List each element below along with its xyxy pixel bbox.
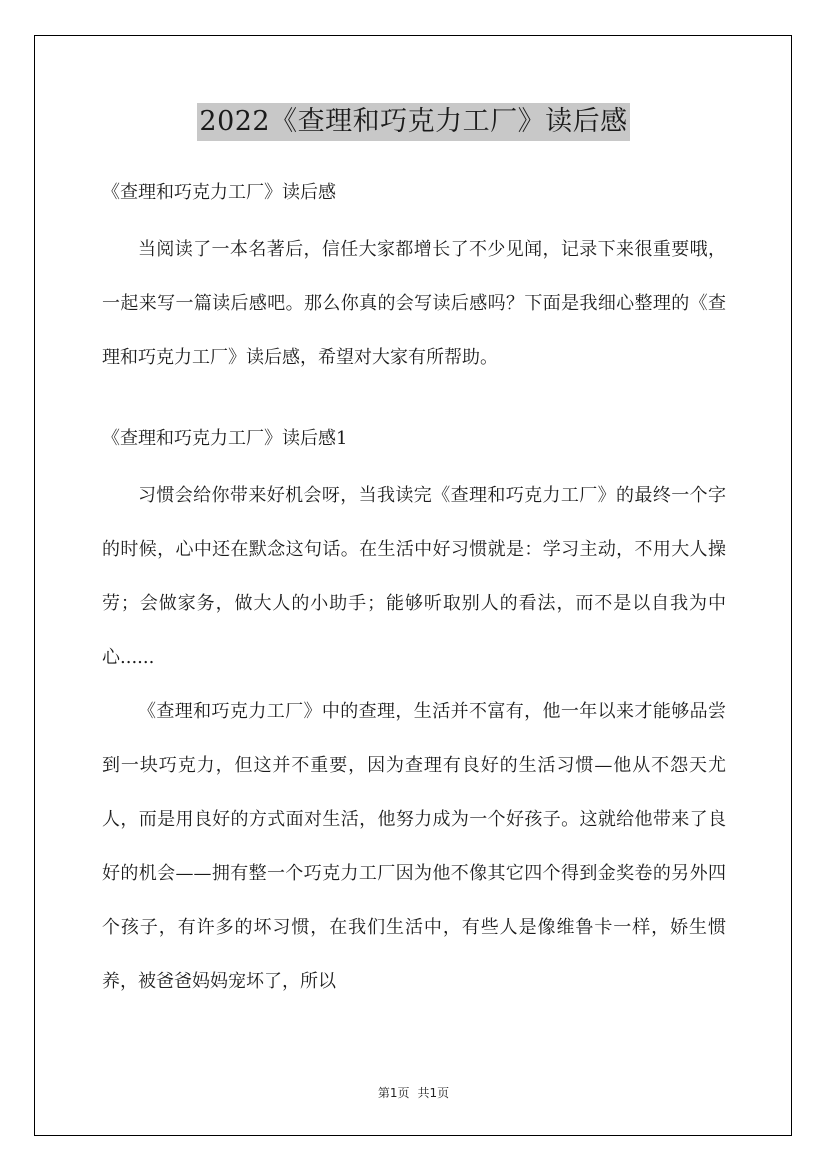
- page-footer: [0, 1084, 827, 1101]
- title-container: [0, 103, 827, 141]
- page-number-total: 共1页: [417, 1086, 450, 1100]
- page-number-current: 第1页: [377, 1086, 410, 1100]
- body-paragraph-1: 习惯会给你带来好机会呀，当我读完《查理和巧克力工厂》的最终一个字的时候，心中还在默念这句话。在生活中好习惯就是：学习主动，不用大人操劳；会做家务，做大人的小助手；能够听取别人的看法，而不是以自我为中心......: [102, 485, 726, 668]
- section-heading: 《查理和巧克力工厂》读后感1: [102, 428, 348, 449]
- body-paragraph-2: 《查理和巧克力工厂》中的查理，生活并不富有，他一年以来才能够品尝到一块巧克力，但这并不重要，因为查理有良好的生活习惯—他从不怨天尤人，而是用良好的方式面对生活，他努力成为一个好孩子。这就给他带来了良好的机会——拥有整一个巧克力工厂因为他不像其它四个得到金奖卷的另外四个孩子，有许多的坏习惯，在我们生活中，有些人是像维鲁卡一样，娇生惯养，被爸爸妈妈宠坏了，所以: [102, 701, 726, 992]
- intro-paragraph: 当阅读了一本名著后，信任大家都增长了不少见闻，记录下来很重要哦，一起来写一篇读后感吧。那么你真的会写读后感吗？下面是我细心整理的《查理和巧克力工厂》读后感，希望对大家有所帮助。: [102, 239, 726, 368]
- document-title: 2022《查理和巧克力工厂》读后感: [197, 103, 629, 141]
- document-body: [102, 175, 726, 1009]
- section-spacer: [102, 385, 726, 421]
- document-subtitle: 《查理和巧克力工厂》读后感: [102, 182, 336, 203]
